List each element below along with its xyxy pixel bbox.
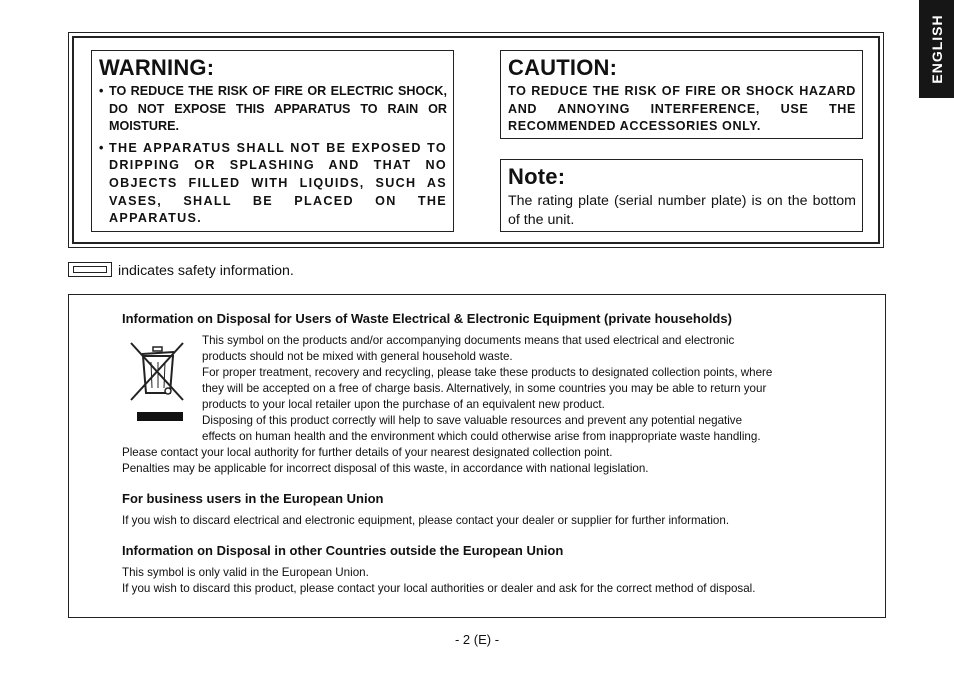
language-tab-label: ENGLISH xyxy=(928,14,945,84)
disposal-text-line: effects on human health and the environment which could otherwise arise from inappropriate waste handling. xyxy=(202,430,761,443)
warning-item-text: THE APPARATUS SHALL NOT BE EXPOSED TO DRIPPING OR SPLASHING AND THAT NO OBJECTS FILLED WITH LIQUIDS, SUCH AS VASES, SHALL BE PLACED ON THE APPARATUS. xyxy=(109,140,447,226)
note-title: Note: xyxy=(508,164,566,189)
safety-symbol-icon xyxy=(68,262,112,277)
safety-legend-text: indicates safety information. xyxy=(118,263,294,279)
note-text: The rating plate (serial number plate) is on the bottom of the unit. xyxy=(508,193,856,228)
disposal-text-line: they will be accepted on a free of charge basis. Alternatively, in some countries you may be able to return your xyxy=(202,382,767,395)
outside-eu-heading: Information on Disposal in other Countries outside the European Union xyxy=(122,543,564,558)
disposal-text-line: For proper treatment, recovery and recycling, please take these products to designated collection points, where xyxy=(202,366,773,379)
disposal-text-line: Disposing of this product correctly will help to save valuable resources and prevent any potential negative xyxy=(202,414,743,427)
note-box xyxy=(500,159,863,232)
business-users-heading: For business users in the European Union xyxy=(122,491,384,506)
caution-text: TO REDUCE THE RISK OF FIRE OR SHOCK HAZARD AND ANNOYING INTERFERENCE, USE THE RECOMMENDED ACCESSORIES ONLY. xyxy=(508,84,856,134)
disposal-text-line: This symbol on the products and/or accompanying documents means that used electrical and electronic xyxy=(202,334,735,347)
disposal-text-line: products to your local retailer upon the purchase of an equivalent new product. xyxy=(202,398,605,411)
outside-eu-text-line: This symbol is only valid in the European Union. xyxy=(122,566,369,579)
bullet-marker: • xyxy=(99,140,105,155)
language-tab xyxy=(919,0,954,98)
warning-box xyxy=(91,50,454,232)
disposal-text-line: Penalties may be applicable for incorrect disposal of this waste, in accordance with national legislation. xyxy=(122,462,649,475)
caution-title: CAUTION: xyxy=(508,55,618,80)
caution-box xyxy=(500,50,863,139)
crossed-out-wheelie-bin-icon xyxy=(128,338,186,426)
disposal-text-line: products should not be mixed with general household waste. xyxy=(202,350,513,363)
warning-item-text: TO REDUCE THE RISK OF FIRE OR ELECTRIC SHOCK, DO NOT EXPOSE THIS APPARATUS TO RAIN OR MOISTURE. xyxy=(109,84,447,134)
outside-eu-text-line: If you wish to discard this product, please contact your local authorities or dealer and ask for the correct method of disposal. xyxy=(122,582,756,595)
warning-item xyxy=(99,140,447,228)
disposal-heading: Information on Disposal for Users of Waste Electrical & Electronic Equipment (private households) xyxy=(122,311,732,326)
warning-item xyxy=(99,83,447,136)
disposal-text-line: Please contact your local authority for further details of your nearest designated collection point. xyxy=(122,446,613,459)
bullet-marker: • xyxy=(99,84,104,98)
warning-title: WARNING: xyxy=(99,55,215,80)
business-users-text: If you wish to discard electrical and electronic equipment, please contact your dealer or supplier for further information. xyxy=(122,514,730,527)
page-number: - 2 (E) - xyxy=(454,632,500,647)
